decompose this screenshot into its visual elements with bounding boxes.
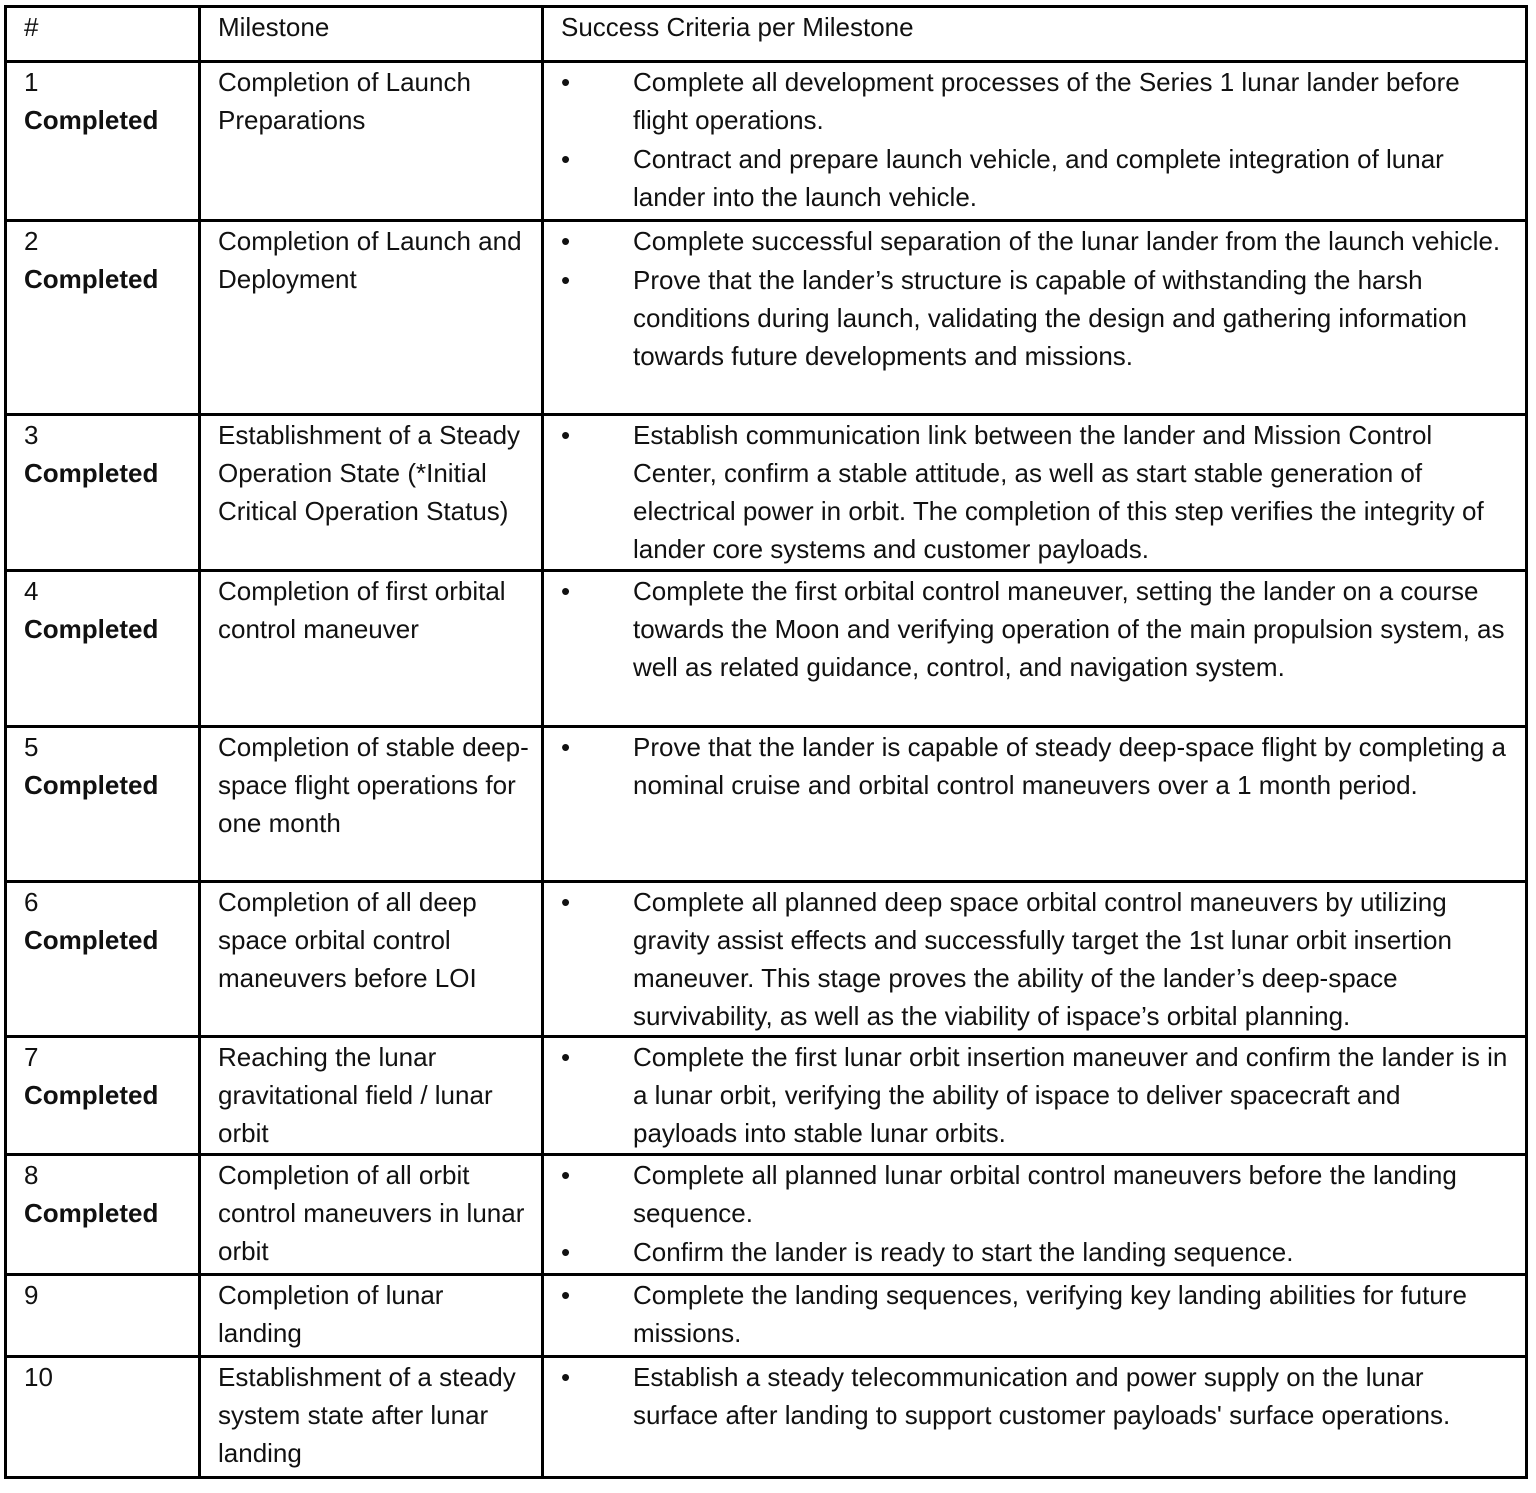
status-label: Completed [24,925,159,955]
milestone-cell: Reaching the lunar gravitational field / lunar orbit [200,1037,543,1155]
criteria-item [561,572,1515,686]
criteria-text: Establish communication link between the lander and Mission Control Center, confirm a stable attitude, as well as start stable generation of electrical power in orbit. The completion of this step verifies the integrity of lander core systems and customer payloads. [633,420,1484,564]
criteria-text: Complete all planned deep space orbital control maneuvers by utilizing gravity assist effects and successfully target the 1st lunar orbit insertion maneuver. This stage proves the ability of the lander’s deep-space survivability, as well as the viability of ispace’s orbital planning. [633,887,1452,1031]
table-row [6,221,1527,415]
bullet-icon: • [561,732,571,762]
criteria-item [561,728,1515,804]
criteria-item [561,1233,1515,1271]
criteria-text: Contract and prepare launch vehicle, and complete integration of lunar lander into the launch vehicle. [633,144,1444,212]
criteria-cell [543,1275,1527,1357]
milestone-cell: Establishment of a Steady Operation State (*Initial Critical Operation Status) [200,415,543,571]
header-row [6,7,1527,62]
table-row [6,727,1527,882]
criteria-list [561,572,1515,686]
criteria-item [561,1156,1515,1232]
header-criteria: Success Criteria per Milestone [543,7,1527,62]
criteria-text: Establish a steady telecommunication and power supply on the lunar surface after landing to support customer payloads' surface operations. [633,1362,1451,1430]
criteria-text: Complete all development processes of the Series 1 lunar lander before flight operations. [633,67,1460,135]
criteria-cell [543,571,1527,727]
criteria-list [561,222,1515,375]
table-row [6,1037,1527,1155]
criteria-text: Prove that the lander is capable of steady deep-space flight by completing a nominal cruise and orbital control maneuvers over a 1 month period. [633,732,1506,800]
row-number: 8 [24,1160,39,1190]
criteria-item [561,222,1515,260]
criteria-item [561,883,1515,1035]
bullet-icon: • [561,887,571,917]
row-number-cell [6,571,200,727]
row-number-cell [6,1275,200,1357]
row-number-cell [6,62,200,221]
table-row [6,882,1527,1037]
row-number-cell [6,727,200,882]
table-row [6,1357,1527,1478]
bullet-icon: • [561,576,571,606]
milestone-cell: Completion of Launch Preparations [200,62,543,221]
criteria-list [561,416,1515,568]
header-milestone: Milestone [200,7,543,62]
row-number: 4 [24,576,39,606]
table-row [6,415,1527,571]
criteria-text: Complete successful separation of the lunar lander from the launch vehicle. [633,226,1501,256]
row-number: 3 [24,420,39,450]
milestone-cell: Completion of lunar landing [200,1275,543,1357]
milestones-table [4,5,1528,1479]
bullet-icon: • [561,1160,571,1190]
criteria-item [561,1358,1515,1434]
row-number: 10 [24,1362,53,1392]
bullet-icon: • [561,265,571,295]
criteria-cell [543,415,1527,571]
milestone-cell: Completion of stable deep-space flight operations for one month [200,727,543,882]
header-num: # [6,7,200,62]
row-number: 2 [24,226,39,256]
criteria-cell [543,1155,1527,1275]
status-label: Completed [24,1080,159,1110]
row-number: 9 [24,1280,39,1310]
bullet-icon: • [561,1362,571,1392]
row-number-cell [6,1357,200,1478]
criteria-cell [543,62,1527,221]
criteria-text: Prove that the lander’s structure is capable of withstanding the harsh conditions during launch, validating the design and gathering information towards future developments and missions. [633,265,1468,371]
criteria-list [561,728,1515,804]
criteria-cell [543,727,1527,882]
bullet-icon: • [561,420,571,450]
table-row [6,571,1527,727]
row-number: 7 [24,1042,39,1072]
criteria-text: Complete the first orbital control maneuver, setting the lander on a course towards the Moon and verifying operation of the main propulsion system, as well as related guidance, control, and navigation system. [633,576,1505,682]
bullet-icon: • [561,226,571,256]
status-label: Completed [24,458,159,488]
criteria-list [561,883,1515,1035]
bullet-icon: • [561,1042,571,1072]
row-number-cell [6,1037,200,1155]
criteria-item [561,1038,1515,1152]
criteria-list [561,1038,1515,1152]
bullet-icon: • [561,1237,571,1267]
row-number-cell [6,1155,200,1275]
criteria-list [561,63,1515,216]
milestone-cell: Completion of all orbit control maneuvers in lunar orbit [200,1155,543,1275]
criteria-cell [543,1037,1527,1155]
criteria-text: Confirm the lander is ready to start the landing sequence. [633,1237,1294,1267]
criteria-list [561,1156,1515,1271]
criteria-list [561,1358,1515,1434]
row-number: 6 [24,887,39,917]
row-number: 5 [24,732,39,762]
criteria-cell [543,1357,1527,1478]
criteria-item [561,140,1515,216]
criteria-text: Complete the first lunar orbit insertion maneuver and confirm the lander is in a lunar orbit, verifying the ability of ispace to deliver spacecraft and payloads into stable lunar orbits. [633,1042,1508,1148]
status-label: Completed [24,770,159,800]
milestone-cell: Establishment of a steady system state after lunar landing [200,1357,543,1478]
status-label: Completed [24,264,159,294]
row-number: 1 [24,67,39,97]
criteria-list [561,1276,1515,1352]
status-label: Completed [24,105,159,135]
row-number-cell [6,882,200,1037]
criteria-cell [543,221,1527,415]
table-row [6,1155,1527,1275]
bullet-icon: • [561,144,571,174]
milestone-cell: Completion of first orbital control maneuver [200,571,543,727]
table-row [6,1275,1527,1357]
table-row [6,62,1527,221]
row-number-cell [6,221,200,415]
criteria-item [561,1276,1515,1352]
criteria-text: Complete the landing sequences, verifying key landing abilities for future missions. [633,1280,1467,1348]
criteria-item [561,63,1515,139]
bullet-icon: • [561,67,571,97]
bullet-icon: • [561,1280,571,1310]
status-label: Completed [24,1198,159,1228]
table-body [6,62,1527,1478]
criteria-cell [543,882,1527,1037]
status-label: Completed [24,614,159,644]
row-number-cell [6,415,200,571]
criteria-item [561,261,1515,375]
criteria-text: Complete all planned lunar orbital control maneuvers before the landing sequence. [633,1160,1457,1228]
milestone-cell: Completion of all deep space orbital control maneuvers before LOI [200,882,543,1037]
criteria-item [561,416,1515,568]
milestone-cell: Completion of Launch and Deployment [200,221,543,415]
